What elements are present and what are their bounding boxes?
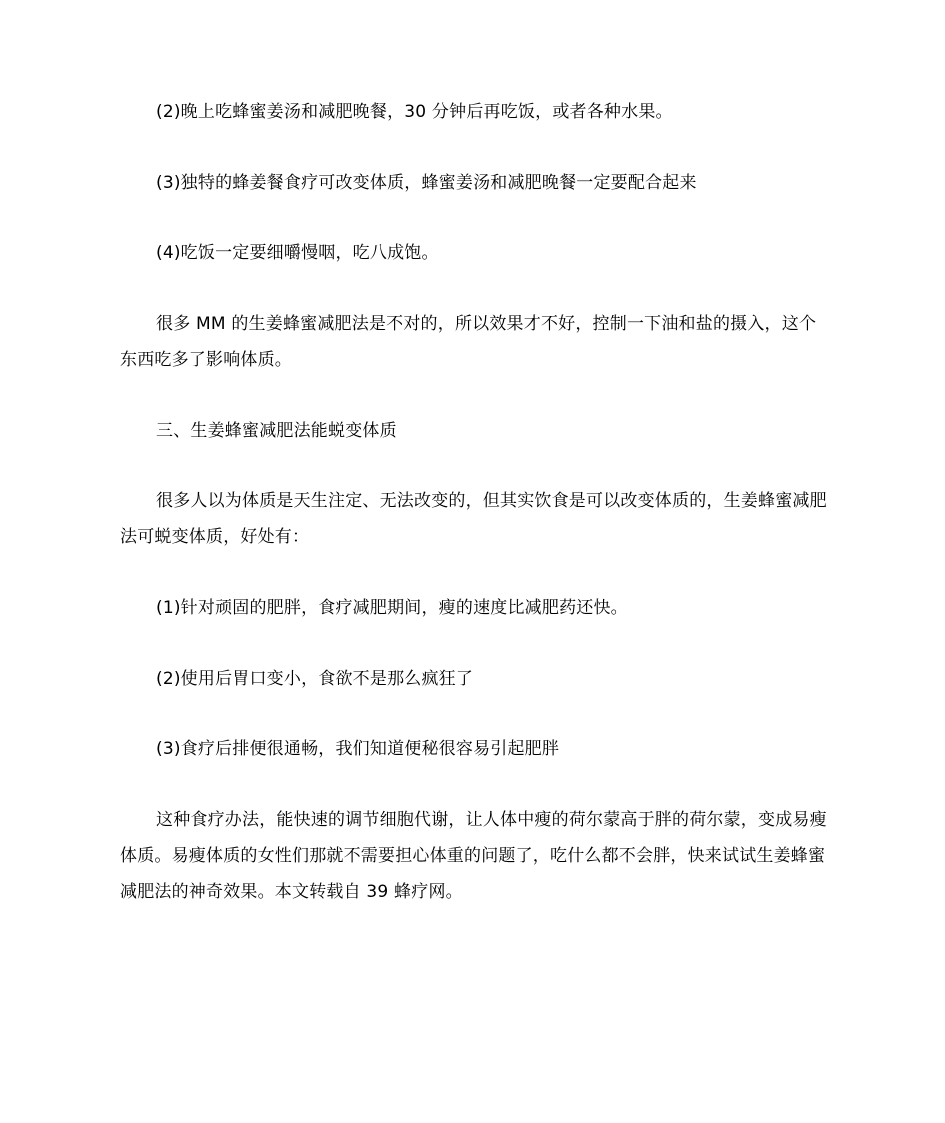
paragraph-benefit-1: (1)针对顽固的肥胖，食疗减肥期间，瘦的速度比减肥药还快。 [156,598,628,618]
paragraph-item-2-evening: (2)晚上吃蜂蜜姜汤和减肥晚餐，30 分钟后再吃饭，或者各种水果。 [156,102,673,122]
paragraph-item-4-chewing: (4)吃饭一定要细嚼慢咽，吃八成饱。 [156,243,439,263]
paragraph-constitution-intro: 很多人以为体质是天生注定、无法改变的，但其实饮食是可以改变体质的，生姜蜂蜜减肥法可蜕变体质，好处有： [120,491,827,547]
paragraph-benefit-2: (2)使用后胃口变小，食欲不是那么疯狂了 [156,669,474,689]
paragraph-mm-method: 很多 MM 的生姜蜂蜜减肥法是不对的，所以效果才不好，控制一下油和盐的摄入，这个东西吃多了影响体质。 [120,314,817,370]
paragraph-benefit-3: (3)食疗后排便很通畅，我们知道便秘很容易引起肥胖 [156,739,560,759]
section-heading-3: 三、生姜蜂蜜减肥法能蜕变体质 [156,421,397,441]
paragraph-item-3-constitution: (3)独特的蜂姜餐食疗可改变体质，蜂蜜姜汤和减肥晚餐一定要配合起来 [156,173,697,193]
paragraph-conclusion: 这种食疗办法，能快速的调节细胞代谢，让人体中瘦的荷尔蒙高于胖的荷尔蒙，变成易瘦体质。易瘦体质的女性们那就不需要担心体重的问题了，吃什么都不会胖，快来试试生姜蜂蜜减肥法的神奇效果。本文转载自 39 蜂疗网。 [120,810,827,902]
